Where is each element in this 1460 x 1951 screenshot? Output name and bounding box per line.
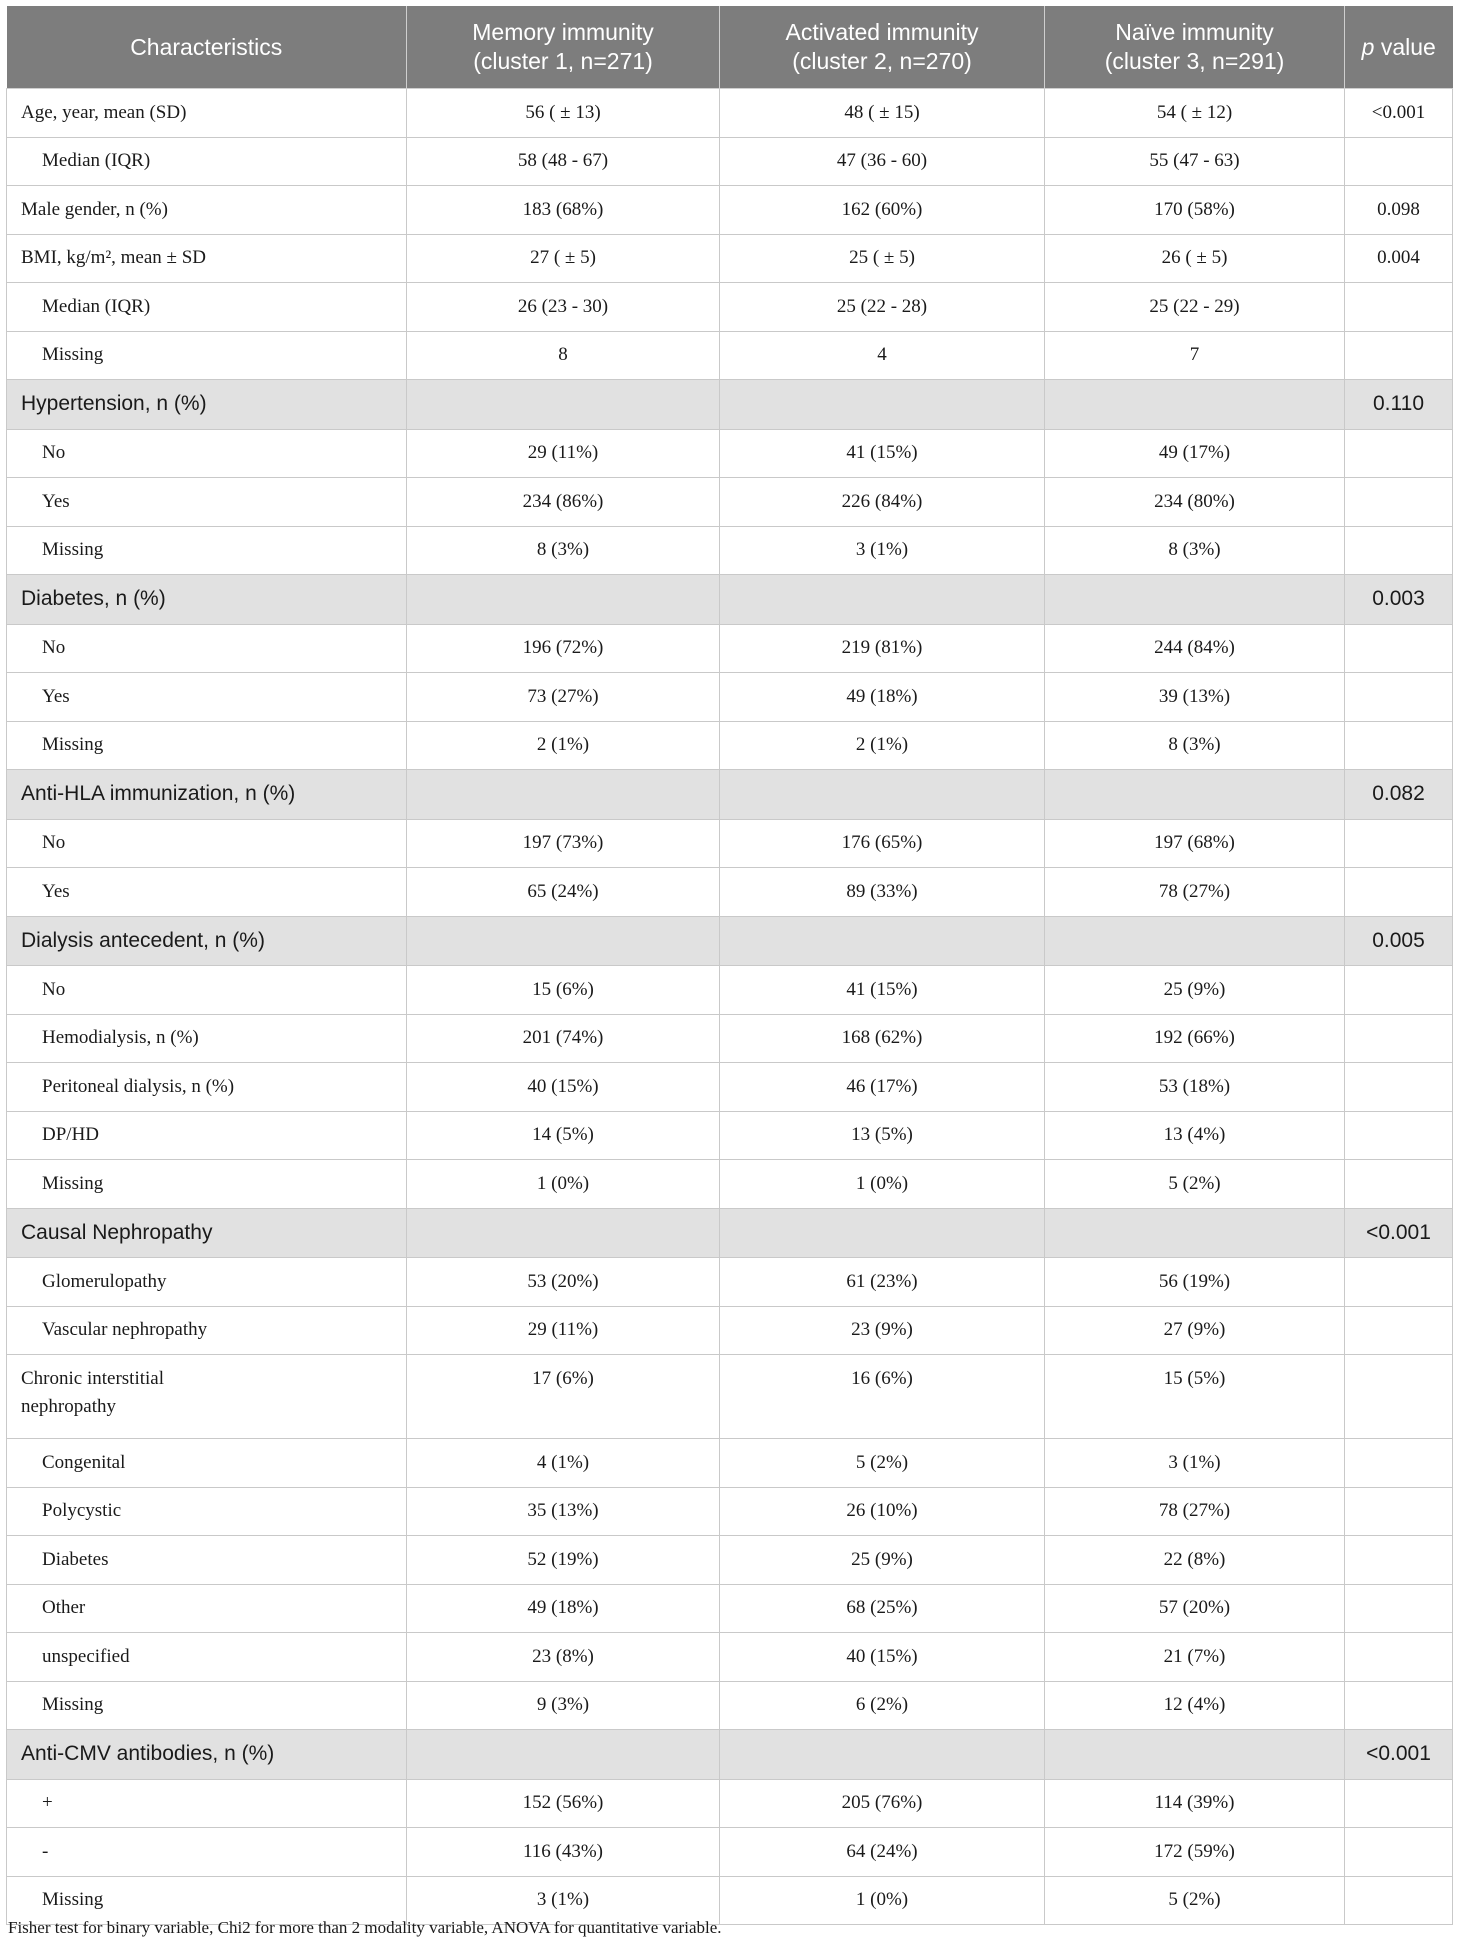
p-value <box>1345 478 1453 527</box>
table-row <box>7 478 1453 527</box>
p-value <box>1345 137 1453 186</box>
p-value: 0.082 <box>1345 770 1453 820</box>
activated-value: 13 (5%) <box>720 1111 1045 1160</box>
activated-value: 205 (76%) <box>720 1779 1045 1828</box>
activated-value: 219 (81%) <box>720 624 1045 673</box>
memory-value <box>407 1208 720 1258</box>
characteristics-table <box>6 6 1453 1925</box>
p-value <box>1345 1536 1453 1585</box>
row-label: No <box>7 819 407 868</box>
row-label: Hemodialysis, n (%) <box>7 1014 407 1063</box>
memory-value <box>407 380 720 430</box>
p-value: 0.005 <box>1345 916 1453 966</box>
row-label: Causal Nephropathy <box>7 1208 407 1258</box>
p-value <box>1345 1584 1453 1633</box>
p-value <box>1345 1063 1453 1112</box>
activated-value: 3 (1%) <box>720 526 1045 575</box>
memory-value: 40 (15%) <box>407 1063 720 1112</box>
p-value <box>1345 966 1453 1015</box>
naive-value: 39 (13%) <box>1045 673 1345 722</box>
activated-value: 47 (36 - 60) <box>720 137 1045 186</box>
memory-value: 196 (72%) <box>407 624 720 673</box>
table-row <box>7 89 1453 138</box>
characteristics-table-wrapper <box>6 6 1452 1925</box>
table-row <box>7 526 1453 575</box>
row-label: No <box>7 966 407 1015</box>
memory-value: 17 (6%) <box>407 1355 720 1439</box>
table-row <box>7 137 1453 186</box>
memory-value: 4 (1%) <box>407 1439 720 1488</box>
section-row <box>7 916 1453 966</box>
naive-value: 13 (4%) <box>1045 1111 1345 1160</box>
naive-value: 21 (7%) <box>1045 1633 1345 1682</box>
memory-value: 58 (48 - 67) <box>407 137 720 186</box>
table-row <box>7 721 1453 770</box>
naive-value <box>1045 1208 1345 1258</box>
memory-value: 56 ( ± 13) <box>407 89 720 138</box>
row-label: Polycystic <box>7 1487 407 1536</box>
row-label: Median (IQR) <box>7 283 407 332</box>
memory-value: 27 ( ± 5) <box>407 234 720 283</box>
naive-value: 5 (2%) <box>1045 1876 1345 1925</box>
row-label: Missing <box>7 1160 407 1209</box>
memory-value <box>407 770 720 820</box>
naive-value: 57 (20%) <box>1045 1584 1345 1633</box>
table-row <box>7 283 1453 332</box>
activated-value: 1 (0%) <box>720 1876 1045 1925</box>
memory-value <box>407 575 720 625</box>
activated-value <box>720 380 1045 430</box>
activated-value: 1 (0%) <box>720 1160 1045 1209</box>
p-value <box>1345 1306 1453 1355</box>
activated-value: 46 (17%) <box>720 1063 1045 1112</box>
activated-value: 6 (2%) <box>720 1681 1045 1730</box>
table-row <box>7 819 1453 868</box>
row-label: Hypertension, n (%) <box>7 380 407 430</box>
row-label: + <box>7 1779 407 1828</box>
table-row <box>7 331 1453 380</box>
p-value <box>1345 673 1453 722</box>
naive-value: 3 (1%) <box>1045 1439 1345 1488</box>
table-row <box>7 1258 1453 1307</box>
row-label: Missing <box>7 331 407 380</box>
naive-value: 54 ( ± 12) <box>1045 89 1345 138</box>
memory-value: 3 (1%) <box>407 1876 720 1925</box>
row-label: Yes <box>7 673 407 722</box>
p-value <box>1345 1876 1453 1925</box>
row-label: Missing <box>7 1681 407 1730</box>
row-label: Anti-HLA immunization, n (%) <box>7 770 407 820</box>
naive-value: 49 (17%) <box>1045 429 1345 478</box>
naive-value: 12 (4%) <box>1045 1681 1345 1730</box>
memory-value: 49 (18%) <box>407 1584 720 1633</box>
activated-value: 16 (6%) <box>720 1355 1045 1439</box>
activated-value: 176 (65%) <box>720 819 1045 868</box>
memory-value: 8 <box>407 331 720 380</box>
p-value <box>1345 1439 1453 1488</box>
p-value <box>1345 1681 1453 1730</box>
table-row <box>7 624 1453 673</box>
row-label: No <box>7 429 407 478</box>
naive-value: 7 <box>1045 331 1345 380</box>
naive-value: 197 (68%) <box>1045 819 1345 868</box>
row-label: unspecified <box>7 1633 407 1682</box>
memory-value: 9 (3%) <box>407 1681 720 1730</box>
activated-value: 89 (33%) <box>720 868 1045 917</box>
naive-value: 172 (59%) <box>1045 1828 1345 1877</box>
naive-value: 27 (9%) <box>1045 1306 1345 1355</box>
memory-value: 29 (11%) <box>407 1306 720 1355</box>
p-value <box>1345 721 1453 770</box>
naive-value: 25 (22 - 29) <box>1045 283 1345 332</box>
row-label: Anti-CMV antibodies, n (%) <box>7 1730 407 1780</box>
p-value: 0.098 <box>1345 186 1453 235</box>
p-value <box>1345 624 1453 673</box>
memory-value: 53 (20%) <box>407 1258 720 1307</box>
memory-value: 201 (74%) <box>407 1014 720 1063</box>
p-value <box>1345 1633 1453 1682</box>
row-label: Male gender, n (%) <box>7 186 407 235</box>
p-value <box>1345 429 1453 478</box>
activated-value <box>720 1208 1045 1258</box>
memory-value: 73 (27%) <box>407 673 720 722</box>
table-row <box>7 673 1453 722</box>
p-value <box>1345 1779 1453 1828</box>
row-label: Dialysis antecedent, n (%) <box>7 916 407 966</box>
table-row <box>7 1487 1453 1536</box>
naive-value: 56 (19%) <box>1045 1258 1345 1307</box>
p-value <box>1345 283 1453 332</box>
table-row <box>7 1779 1453 1828</box>
activated-value: 41 (15%) <box>720 429 1045 478</box>
table-row <box>7 1355 1453 1439</box>
row-label: Congenital <box>7 1439 407 1488</box>
section-row <box>7 1208 1453 1258</box>
activated-value <box>720 575 1045 625</box>
p-value <box>1345 819 1453 868</box>
activated-value: 68 (25%) <box>720 1584 1045 1633</box>
memory-value: 116 (43%) <box>407 1828 720 1877</box>
table-row <box>7 1536 1453 1585</box>
naive-value <box>1045 1730 1345 1780</box>
table-row <box>7 1633 1453 1682</box>
activated-value: 61 (23%) <box>720 1258 1045 1307</box>
memory-value: 8 (3%) <box>407 526 720 575</box>
naive-value: 78 (27%) <box>1045 1487 1345 1536</box>
table-row <box>7 1439 1453 1488</box>
row-label: DP/HD <box>7 1111 407 1160</box>
row-label: Missing <box>7 1876 407 1925</box>
activated-value: 23 (9%) <box>720 1306 1045 1355</box>
naive-value <box>1045 575 1345 625</box>
p-value <box>1345 1828 1453 1877</box>
naive-value: 55 (47 - 63) <box>1045 137 1345 186</box>
naive-value: 114 (39%) <box>1045 1779 1345 1828</box>
memory-value: 29 (11%) <box>407 429 720 478</box>
row-label: Peritoneal dialysis, n (%) <box>7 1063 407 1112</box>
p-value: <0.001 <box>1345 1730 1453 1780</box>
p-value: <0.001 <box>1345 89 1453 138</box>
memory-value: 197 (73%) <box>407 819 720 868</box>
table-body <box>7 89 1453 1925</box>
row-label: Diabetes, n (%) <box>7 575 407 625</box>
activated-value <box>720 916 1045 966</box>
section-row <box>7 380 1453 430</box>
p-value: <0.001 <box>1345 1208 1453 1258</box>
table-row <box>7 186 1453 235</box>
memory-value: 2 (1%) <box>407 721 720 770</box>
activated-value: 48 ( ± 15) <box>720 89 1045 138</box>
activated-value: 64 (24%) <box>720 1828 1045 1877</box>
table-row <box>7 234 1453 283</box>
row-label: Other <box>7 1584 407 1633</box>
memory-value: 1 (0%) <box>407 1160 720 1209</box>
naive-value: 78 (27%) <box>1045 868 1345 917</box>
table-header-row <box>7 6 1453 89</box>
naive-value: 192 (66%) <box>1045 1014 1345 1063</box>
activated-value: 4 <box>720 331 1045 380</box>
memory-value: 65 (24%) <box>407 868 720 917</box>
activated-value <box>720 1730 1045 1780</box>
table-row <box>7 429 1453 478</box>
section-row <box>7 575 1453 625</box>
activated-value: 226 (84%) <box>720 478 1045 527</box>
naive-value: 244 (84%) <box>1045 624 1345 673</box>
memory-value: 14 (5%) <box>407 1111 720 1160</box>
p-value <box>1345 331 1453 380</box>
row-label: Chronic interstitial nephropathy <box>7 1355 407 1439</box>
table-row <box>7 1111 1453 1160</box>
activated-value: 25 (22 - 28) <box>720 283 1045 332</box>
memory-value <box>407 1730 720 1780</box>
naive-value: 53 (18%) <box>1045 1063 1345 1112</box>
memory-value: 23 (8%) <box>407 1633 720 1682</box>
header-p-value: p value <box>1345 6 1453 89</box>
p-value <box>1345 1014 1453 1063</box>
activated-value: 162 (60%) <box>720 186 1045 235</box>
activated-value: 41 (15%) <box>720 966 1045 1015</box>
header-activated-immunity: Activated immunity (cluster 2, n=270) <box>720 6 1045 89</box>
p-value: 0.004 <box>1345 234 1453 283</box>
memory-value: 35 (13%) <box>407 1487 720 1536</box>
row-label: - <box>7 1828 407 1877</box>
naive-value <box>1045 770 1345 820</box>
memory-value: 183 (68%) <box>407 186 720 235</box>
activated-value: 2 (1%) <box>720 721 1045 770</box>
memory-value: 15 (6%) <box>407 966 720 1015</box>
naive-value: 8 (3%) <box>1045 721 1345 770</box>
naive-value: 25 (9%) <box>1045 966 1345 1015</box>
row-label: Diabetes <box>7 1536 407 1585</box>
memory-value: 26 (23 - 30) <box>407 283 720 332</box>
p-value <box>1345 526 1453 575</box>
p-value: 0.110 <box>1345 380 1453 430</box>
p-value <box>1345 1160 1453 1209</box>
p-value <box>1345 1487 1453 1536</box>
table-row <box>7 1584 1453 1633</box>
memory-value <box>407 916 720 966</box>
row-label: BMI, kg/m², mean ± SD <box>7 234 407 283</box>
table-row <box>7 1306 1453 1355</box>
activated-value: 26 (10%) <box>720 1487 1045 1536</box>
row-label: Yes <box>7 478 407 527</box>
row-label: Glomerulopathy <box>7 1258 407 1307</box>
naive-value: 22 (8%) <box>1045 1536 1345 1585</box>
naive-value <box>1045 916 1345 966</box>
row-label: No <box>7 624 407 673</box>
table-row <box>7 1681 1453 1730</box>
row-label: Missing <box>7 721 407 770</box>
table-row <box>7 1063 1453 1112</box>
activated-value: 168 (62%) <box>720 1014 1045 1063</box>
naive-value <box>1045 380 1345 430</box>
naive-value: 15 (5%) <box>1045 1355 1345 1439</box>
naive-value: 234 (80%) <box>1045 478 1345 527</box>
table-row <box>7 1160 1453 1209</box>
row-label: Missing <box>7 526 407 575</box>
activated-value: 5 (2%) <box>720 1439 1045 1488</box>
table-row <box>7 868 1453 917</box>
p-value <box>1345 1111 1453 1160</box>
row-label: Median (IQR) <box>7 137 407 186</box>
naive-value: 8 (3%) <box>1045 526 1345 575</box>
section-row <box>7 1730 1453 1780</box>
naive-value: 5 (2%) <box>1045 1160 1345 1209</box>
activated-value: 25 ( ± 5) <box>720 234 1045 283</box>
row-label: Age, year, mean (SD) <box>7 89 407 138</box>
p-value <box>1345 1355 1453 1439</box>
p-value <box>1345 1258 1453 1307</box>
activated-value: 40 (15%) <box>720 1633 1045 1682</box>
activated-value: 25 (9%) <box>720 1536 1045 1585</box>
naive-value: 170 (58%) <box>1045 186 1345 235</box>
header-naive-immunity: Naïve immunity (cluster 3, n=291) <box>1045 6 1345 89</box>
header-memory-immunity: Memory immunity (cluster 1, n=271) <box>407 6 720 89</box>
activated-value: 49 (18%) <box>720 673 1045 722</box>
memory-value: 234 (86%) <box>407 478 720 527</box>
table-row <box>7 1014 1453 1063</box>
table-row <box>7 966 1453 1015</box>
row-label: Yes <box>7 868 407 917</box>
activated-value <box>720 770 1045 820</box>
p-value: 0.003 <box>1345 575 1453 625</box>
naive-value: 26 ( ± 5) <box>1045 234 1345 283</box>
header-characteristics: Characteristics <box>7 6 407 89</box>
table-row <box>7 1828 1453 1877</box>
section-row <box>7 770 1453 820</box>
memory-value: 52 (19%) <box>407 1536 720 1585</box>
footnote: Fisher test for binary variable, Chi2 for more than 2 modality variable, ANOVA for quantitative variable. <box>8 1918 722 1937</box>
p-value <box>1345 868 1453 917</box>
row-label: Vascular nephropathy <box>7 1306 407 1355</box>
memory-value: 152 (56%) <box>407 1779 720 1828</box>
